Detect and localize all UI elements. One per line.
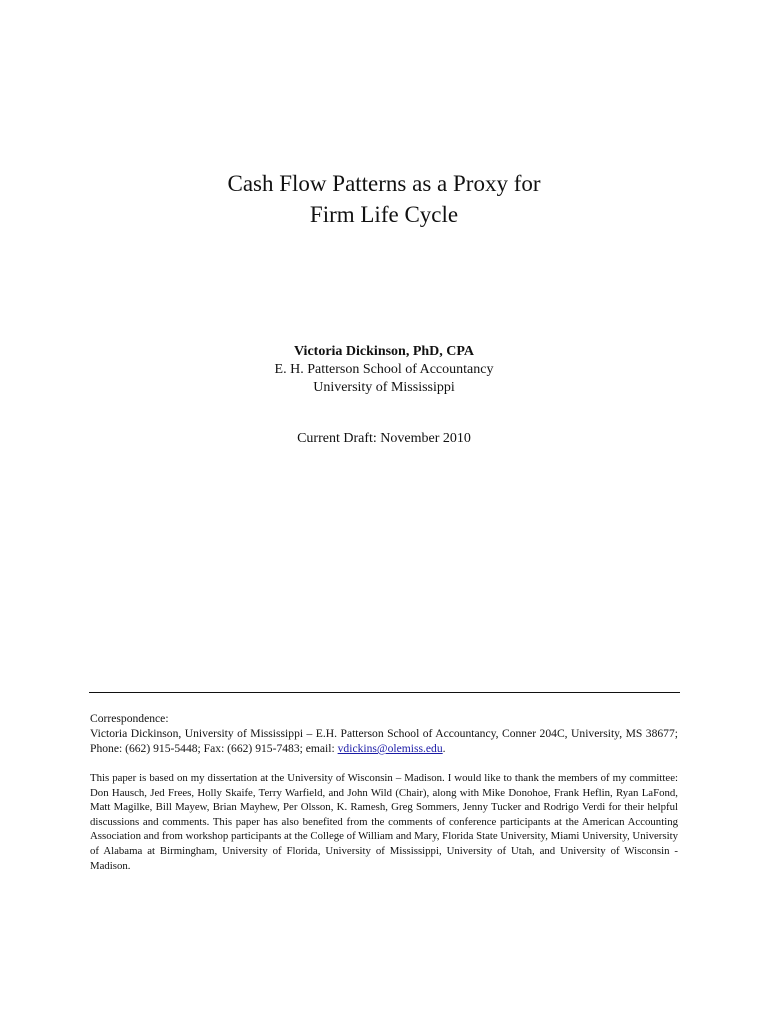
author-affiliation-university: University of Mississippi: [313, 380, 455, 395]
correspondence-label: Correspondence:: [90, 712, 169, 725]
author-affiliation-school: E. H. Patterson School of Accountancy: [274, 362, 494, 377]
email-link[interactable]: vdickins@olemiss.edu: [337, 742, 443, 755]
correspondence-details: [90, 726, 678, 756]
correspondence-text: Victoria Dickinson, University of Mississippi – E.H. Patterson School of Accountancy, Conner 204C, University, MS 38677; Phone: (662) 915-5448; Fax: (662) 915-7483; email:: [90, 727, 678, 755]
paper-title: [0, 168, 768, 230]
author-block: [0, 343, 768, 397]
author-name: Victoria Dickinson, PhD, CPA: [293, 344, 475, 359]
title-line-1: Cash Flow Patterns as a Proxy for: [227, 171, 541, 196]
title-line-2: Firm Life Cycle: [309, 202, 459, 227]
footnote-divider: [89, 692, 680, 693]
draft-date: Current Draft: November 2010: [297, 431, 471, 446]
acknowledgment-paragraph: This paper is based on my dissertation at the University of Wisconsin – Madison. I would like to thank the members of my committee: Don Hausch, Jed Frees, Holly Skaife, Terry Warfield, and John Wild (Chair), along with Mike Donohoe, Frank Heflin, Ryan LaFond, Matt Magilke, Bill Mayew, Brian Mayhew, Per Olsson, K. Ramesh, Greg Sommers, Jenny Tucker and Rodrigo Verdi for their helpful discussions and comments. This paper has also benefited from the comments of conference participants at the American Accounting Association and from workshop participants at the College of William and Mary, Florida State University, Miami University, University of Alabama at Birmingham, University of Florida, University of Mississippi, University of Utah, and University of Wisconsin - Madison.: [90, 772, 678, 872]
footnote-block: [90, 711, 678, 873]
email-suffix: .: [442, 742, 446, 755]
